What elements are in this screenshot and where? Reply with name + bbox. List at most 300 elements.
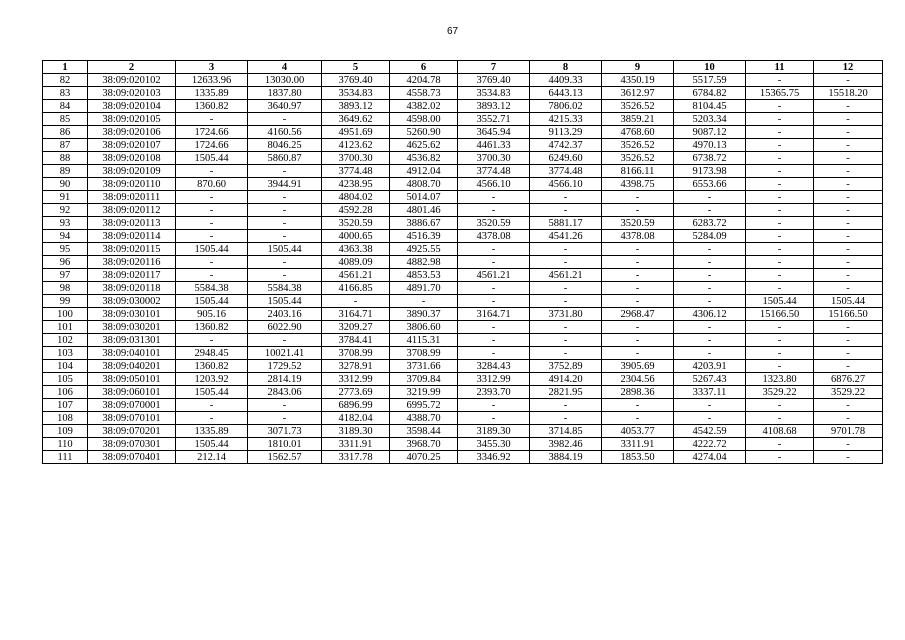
table-cell: - [746, 126, 814, 139]
table-cell: - [746, 178, 814, 191]
table-cell: 4306.12 [674, 308, 746, 321]
column-header: 4 [248, 61, 322, 74]
table-cell: 5014.07 [390, 191, 458, 204]
table-cell: - [814, 321, 883, 334]
table-cell: 103 [43, 347, 88, 360]
table-cell: - [458, 256, 530, 269]
table-cell: 3769.40 [322, 74, 390, 87]
table-cell: 4166.85 [322, 282, 390, 295]
table-cell: - [176, 399, 248, 412]
table-cell: 5267.43 [674, 373, 746, 386]
table-cell: - [248, 256, 322, 269]
table-cell: 3700.30 [322, 152, 390, 165]
table-cell: 3311.91 [322, 438, 390, 451]
table-cell: - [602, 243, 674, 256]
table-cell: 97 [43, 269, 88, 282]
table-cell: 4160.56 [248, 126, 322, 139]
column-header: 9 [602, 61, 674, 74]
table-cell: 38:09:070001 [88, 399, 176, 412]
table-cell: 6022.90 [248, 321, 322, 334]
table-cell: 38:09:020105 [88, 113, 176, 126]
table-cell: 38:09:020113 [88, 217, 176, 230]
table-cell: 5584.38 [176, 282, 248, 295]
table-cell: 3526.52 [602, 139, 674, 152]
table-cell: 3317.78 [322, 451, 390, 464]
table-cell: 4561.21 [530, 269, 602, 282]
table-cell: - [674, 256, 746, 269]
table-cell: 6738.72 [674, 152, 746, 165]
table-cell: 3598.44 [390, 425, 458, 438]
table-row [43, 269, 883, 282]
table-cell: - [176, 269, 248, 282]
table-cell: 2773.69 [322, 386, 390, 399]
table-cell: - [602, 269, 674, 282]
table-cell: 3529.22 [746, 386, 814, 399]
table-cell: 3884.19 [530, 451, 602, 464]
table-cell: 15365.75 [746, 87, 814, 100]
table-cell: - [814, 438, 883, 451]
table-cell: - [674, 334, 746, 347]
table-cell: - [814, 165, 883, 178]
table-cell: 4363.38 [322, 243, 390, 256]
table-cell: - [746, 230, 814, 243]
table-cell: 4461.33 [458, 139, 530, 152]
table-cell: 3164.71 [322, 308, 390, 321]
column-header: 7 [458, 61, 530, 74]
table-cell: 4089.09 [322, 256, 390, 269]
table-cell: 3209.27 [322, 321, 390, 334]
table-cell: 5260.90 [390, 126, 458, 139]
table-cell: 3709.84 [390, 373, 458, 386]
table-cell: 38:09:020107 [88, 139, 176, 152]
table-cell: - [458, 282, 530, 295]
table-cell: - [746, 334, 814, 347]
table-cell: 1323.80 [746, 373, 814, 386]
table-row [43, 256, 883, 269]
table-cell: 3649.62 [322, 113, 390, 126]
table-cell: - [814, 191, 883, 204]
table-header [43, 61, 883, 74]
table-cell: 1837.80 [248, 87, 322, 100]
table-cell: 38:09:070301 [88, 438, 176, 451]
table-cell: 3859.21 [602, 113, 674, 126]
table-cell: 104 [43, 360, 88, 373]
table-cell: 4768.60 [602, 126, 674, 139]
table-cell: 3731.80 [530, 308, 602, 321]
table-row [43, 347, 883, 360]
table-cell: - [248, 191, 322, 204]
table-cell: 1724.66 [176, 139, 248, 152]
table-cell: - [248, 412, 322, 425]
table-cell: 38:09:070401 [88, 451, 176, 464]
table-row [43, 425, 883, 438]
table-cell: - [814, 139, 883, 152]
table-cell: 3714.85 [530, 425, 602, 438]
table-cell: 102 [43, 334, 88, 347]
table-cell: - [814, 100, 883, 113]
table-cell: 4742.37 [530, 139, 602, 152]
table-cell: 38:09:050101 [88, 373, 176, 386]
table-cell: - [248, 269, 322, 282]
table-cell: - [814, 74, 883, 87]
table-cell: 3346.92 [458, 451, 530, 464]
table-cell: - [746, 165, 814, 178]
table-cell: 94 [43, 230, 88, 243]
table-cell: 15518.20 [814, 87, 883, 100]
table-cell: 4215.33 [530, 113, 602, 126]
table-cell: 4882.98 [390, 256, 458, 269]
table-cell: 6876.27 [814, 373, 883, 386]
table-cell: - [814, 451, 883, 464]
table-cell: 4274.04 [674, 451, 746, 464]
table-cell: - [530, 347, 602, 360]
table-cell: 4123.62 [322, 139, 390, 152]
table-cell: 4378.08 [458, 230, 530, 243]
header-row [43, 61, 883, 74]
table-cell: - [746, 204, 814, 217]
table-cell: 38:09:040101 [88, 347, 176, 360]
table-cell: 4516.39 [390, 230, 458, 243]
table-cell: 38:09:020114 [88, 230, 176, 243]
table-row [43, 191, 883, 204]
table-cell: - [814, 243, 883, 256]
table-row [43, 139, 883, 152]
table-row [43, 373, 883, 386]
table-cell: - [530, 204, 602, 217]
table-cell: 3284.43 [458, 360, 530, 373]
table-cell: - [458, 399, 530, 412]
table-cell: - [176, 217, 248, 230]
table-cell: 3774.48 [322, 165, 390, 178]
table-cell: 4070.25 [390, 451, 458, 464]
table-cell: 1729.52 [248, 360, 322, 373]
table-cell: 111 [43, 451, 88, 464]
table-cell: 5881.17 [530, 217, 602, 230]
table-cell: 4853.53 [390, 269, 458, 282]
table-cell: - [458, 321, 530, 334]
table-cell: - [176, 113, 248, 126]
table-cell: 870.60 [176, 178, 248, 191]
table-cell: 3905.69 [602, 360, 674, 373]
table-cell: - [530, 295, 602, 308]
table-cell: 4222.72 [674, 438, 746, 451]
table-cell: 12633.96 [176, 74, 248, 87]
column-header: 10 [674, 61, 746, 74]
table-cell: 3520.59 [458, 217, 530, 230]
table-cell: - [458, 243, 530, 256]
table-cell: 3529.22 [814, 386, 883, 399]
column-header: 3 [176, 61, 248, 74]
table-cell: 4378.08 [602, 230, 674, 243]
table-cell: - [674, 412, 746, 425]
table-cell: - [674, 243, 746, 256]
table-cell: 38:09:020118 [88, 282, 176, 295]
table-row [43, 243, 883, 256]
table-cell: - [814, 282, 883, 295]
table-cell: 4053.77 [602, 425, 674, 438]
table-cell: - [176, 412, 248, 425]
table-cell: 5584.38 [248, 282, 322, 295]
table-cell: - [530, 334, 602, 347]
table-cell: 1724.66 [176, 126, 248, 139]
table-cell: - [458, 204, 530, 217]
table-cell: - [814, 347, 883, 360]
table-cell: - [746, 399, 814, 412]
table-row [43, 230, 883, 243]
table-cell: 109 [43, 425, 88, 438]
table-cell: 38:09:030101 [88, 308, 176, 321]
table-cell: - [814, 269, 883, 282]
table-cell: - [814, 126, 883, 139]
table-cell: 3552.71 [458, 113, 530, 126]
table-cell: 106 [43, 386, 88, 399]
table-cell: 110 [43, 438, 88, 451]
table-cell: - [322, 295, 390, 308]
table-cell: - [602, 295, 674, 308]
table-cell: - [458, 412, 530, 425]
table-cell: - [248, 204, 322, 217]
table-cell: - [602, 256, 674, 269]
table-cell: - [530, 256, 602, 269]
table-cell: 38:09:020106 [88, 126, 176, 139]
table-cell: 100 [43, 308, 88, 321]
table-cell: 4592.28 [322, 204, 390, 217]
table-cell: 2843.06 [248, 386, 322, 399]
table-cell: 4561.21 [322, 269, 390, 282]
table-cell: 89 [43, 165, 88, 178]
table-cell: - [176, 191, 248, 204]
table-cell: 1505.44 [176, 438, 248, 451]
table-cell: - [674, 204, 746, 217]
table-cell: 3612.97 [602, 87, 674, 100]
table-cell: - [248, 217, 322, 230]
table-cell: 6896.99 [322, 399, 390, 412]
column-header: 8 [530, 61, 602, 74]
table-cell: 88 [43, 152, 88, 165]
table-cell: 4204.78 [390, 74, 458, 87]
table-cell: - [530, 282, 602, 295]
table-cell: - [674, 191, 746, 204]
table-cell: 4541.26 [530, 230, 602, 243]
table-cell: 3708.99 [322, 347, 390, 360]
table-cell: 3534.83 [322, 87, 390, 100]
table-row [43, 126, 883, 139]
table-cell: - [814, 152, 883, 165]
table-cell: - [814, 217, 883, 230]
table-cell: - [746, 152, 814, 165]
table-cell: 3886.67 [390, 217, 458, 230]
table-cell: 5517.59 [674, 74, 746, 87]
table-cell: 4914.20 [530, 373, 602, 386]
table-cell: - [248, 399, 322, 412]
table-cell: 87 [43, 139, 88, 152]
table-cell: 905.16 [176, 308, 248, 321]
table-cell: 105 [43, 373, 88, 386]
table-cell: 3311.91 [602, 438, 674, 451]
table-cell: - [458, 191, 530, 204]
table-cell: 2821.95 [530, 386, 602, 399]
table-cell: 1360.82 [176, 100, 248, 113]
table-cell: - [814, 204, 883, 217]
table-cell: - [674, 399, 746, 412]
table-row [43, 438, 883, 451]
table-cell: - [814, 399, 883, 412]
table-cell: 3769.40 [458, 74, 530, 87]
table-cell: 86 [43, 126, 88, 139]
table-cell: 4566.10 [530, 178, 602, 191]
table-cell: 3312.99 [322, 373, 390, 386]
table-cell: - [602, 191, 674, 204]
table-cell: 3520.59 [602, 217, 674, 230]
table-cell: 4970.13 [674, 139, 746, 152]
table-cell: 107 [43, 399, 88, 412]
table-cell: 4238.95 [322, 178, 390, 191]
table-row [43, 334, 883, 347]
table-cell: 91 [43, 191, 88, 204]
table-cell: 6443.13 [530, 87, 602, 100]
table-cell: 3278.91 [322, 360, 390, 373]
table-cell: 38:09:020111 [88, 191, 176, 204]
table-cell: - [674, 347, 746, 360]
table-cell: - [746, 139, 814, 152]
table-cell: 93 [43, 217, 88, 230]
table-cell: 4598.00 [390, 113, 458, 126]
table-cell: 38:09:040201 [88, 360, 176, 373]
table-cell: - [530, 399, 602, 412]
table-cell: 6553.66 [674, 178, 746, 191]
table-cell: - [674, 295, 746, 308]
table-cell: - [176, 165, 248, 178]
column-header: 1 [43, 61, 88, 74]
table-cell: 3337.11 [674, 386, 746, 399]
table-cell: 4801.46 [390, 204, 458, 217]
table-cell: 38:09:020117 [88, 269, 176, 282]
table-cell: 38:09:030201 [88, 321, 176, 334]
table-cell: - [390, 295, 458, 308]
table-cell: - [814, 230, 883, 243]
table-cell: 1505.44 [176, 152, 248, 165]
table-cell: 1505.44 [176, 295, 248, 308]
table-cell: 1505.44 [746, 295, 814, 308]
table-cell: - [458, 334, 530, 347]
table-cell: 4891.70 [390, 282, 458, 295]
table-body [43, 74, 883, 464]
table-row [43, 282, 883, 295]
table-cell: 2948.45 [176, 347, 248, 360]
table-cell: - [746, 269, 814, 282]
table-cell: - [674, 282, 746, 295]
table-row [43, 152, 883, 165]
table-cell: 3526.52 [602, 152, 674, 165]
table-cell: 38:09:020116 [88, 256, 176, 269]
table-cell: 3164.71 [458, 308, 530, 321]
table-cell: 5860.87 [248, 152, 322, 165]
table-cell: 92 [43, 204, 88, 217]
table-cell: 3189.30 [458, 425, 530, 438]
table-cell: - [746, 191, 814, 204]
table-cell: 3890.37 [390, 308, 458, 321]
table-cell: 4000.65 [322, 230, 390, 243]
table-cell: 3784.41 [322, 334, 390, 347]
table-cell: - [814, 113, 883, 126]
table-cell: 3944.91 [248, 178, 322, 191]
table-cell: - [602, 399, 674, 412]
table-cell: 1853.50 [602, 451, 674, 464]
table-cell: 4536.82 [390, 152, 458, 165]
table-cell: 3520.59 [322, 217, 390, 230]
table-cell: 3526.52 [602, 100, 674, 113]
table-cell: 1562.57 [248, 451, 322, 464]
table-cell: - [176, 334, 248, 347]
table-cell: 38:09:031301 [88, 334, 176, 347]
table-cell: 3071.73 [248, 425, 322, 438]
table-cell: - [814, 334, 883, 347]
table-row [43, 386, 883, 399]
table-cell: 3893.12 [322, 100, 390, 113]
table-cell: 2304.56 [602, 373, 674, 386]
table-cell: 9113.29 [530, 126, 602, 139]
table-cell: 108 [43, 412, 88, 425]
table-cell: 3731.66 [390, 360, 458, 373]
table-cell: 38:09:060101 [88, 386, 176, 399]
table-cell: - [746, 438, 814, 451]
table-cell: 4566.10 [458, 178, 530, 191]
table-cell: - [530, 191, 602, 204]
table-cell: - [602, 321, 674, 334]
table-cell: - [746, 256, 814, 269]
table-row [43, 399, 883, 412]
table-cell: - [746, 113, 814, 126]
table-cell: 38:09:020103 [88, 87, 176, 100]
table-cell: 3645.94 [458, 126, 530, 139]
table-cell: - [814, 360, 883, 373]
table-cell: 3893.12 [458, 100, 530, 113]
table-cell: 6283.72 [674, 217, 746, 230]
table-cell: 1203.92 [176, 373, 248, 386]
table-row [43, 113, 883, 126]
table-cell: 95 [43, 243, 88, 256]
table-cell: - [746, 347, 814, 360]
table-cell: 90 [43, 178, 88, 191]
table-cell: 9173.98 [674, 165, 746, 178]
table-cell: 4625.62 [390, 139, 458, 152]
table-cell: - [814, 412, 883, 425]
table-cell: - [602, 347, 674, 360]
table-cell: - [530, 412, 602, 425]
table-cell: 4388.70 [390, 412, 458, 425]
table-cell: 4804.02 [322, 191, 390, 204]
table-row [43, 451, 883, 464]
table-cell: - [814, 256, 883, 269]
table-cell: 3455.30 [458, 438, 530, 451]
table-cell: 2814.19 [248, 373, 322, 386]
table-cell: 38:09:020104 [88, 100, 176, 113]
table-cell: 1505.44 [176, 243, 248, 256]
table-cell: 15166.50 [746, 308, 814, 321]
table-cell: 1360.82 [176, 360, 248, 373]
table-cell: - [746, 74, 814, 87]
table-row [43, 217, 883, 230]
table-cell: - [814, 178, 883, 191]
table-cell: - [602, 412, 674, 425]
table-cell: 3219.99 [390, 386, 458, 399]
table-cell: 3752.89 [530, 360, 602, 373]
table-cell: 3708.99 [390, 347, 458, 360]
table-cell: 3312.99 [458, 373, 530, 386]
table-cell: 38:09:020109 [88, 165, 176, 178]
table-cell: 8104.45 [674, 100, 746, 113]
table-cell: 3774.48 [530, 165, 602, 178]
